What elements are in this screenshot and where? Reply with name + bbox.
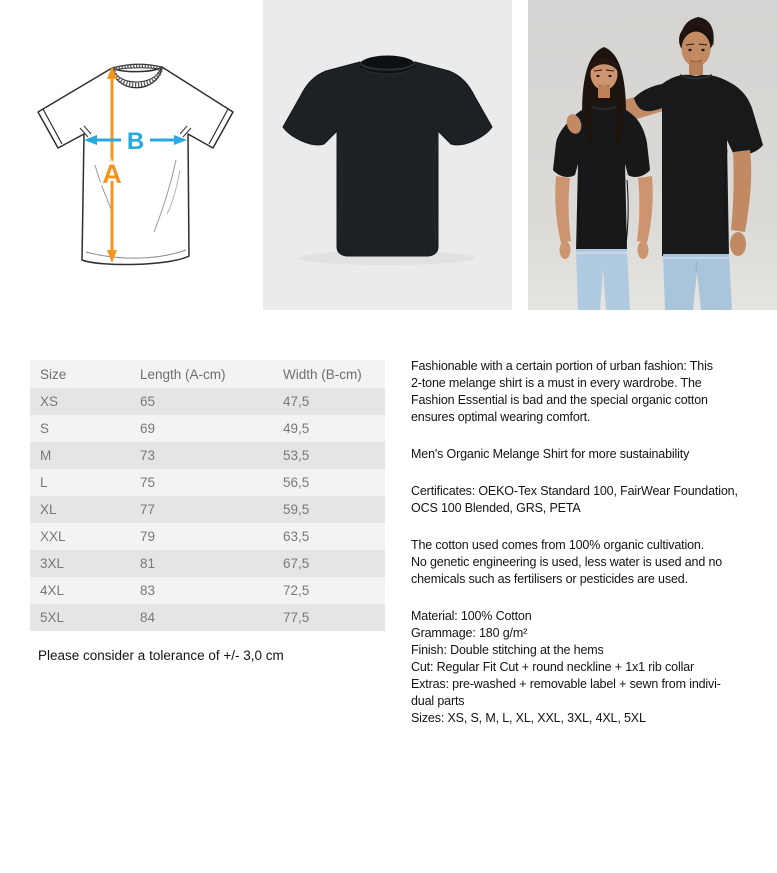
- size-measurement-diagram: [0, 0, 263, 310]
- description-paragraph: [411, 446, 761, 463]
- size-table-row: [30, 523, 385, 550]
- size-table-row: [30, 496, 385, 523]
- size-table-cell: 47,5: [283, 388, 385, 415]
- size-table-cell: 79: [140, 523, 283, 550]
- label-a: A: [102, 159, 122, 189]
- size-table-cell: 3XL: [30, 550, 140, 577]
- description-paragraph: [411, 608, 761, 727]
- description-line: Certificates: OEKO-Tex Standard 100, FairWear Foundation,: [411, 484, 738, 498]
- description-line: ensures optimal wearing comfort.: [411, 410, 591, 424]
- size-table-cell: 77: [140, 496, 283, 523]
- models-wearing-tshirts-image: [528, 0, 777, 310]
- tolerance-note: Please consider a tolerance of +/- 3,0 cm: [38, 648, 284, 663]
- size-table-cell: L: [30, 469, 140, 496]
- size-table-cell: 59,5: [283, 496, 385, 523]
- description-line: Men's Organic Melange Shirt for more sustainability: [411, 447, 690, 461]
- size-table-row: [30, 550, 385, 577]
- size-table-row: [30, 415, 385, 442]
- size-table-row: [30, 442, 385, 469]
- size-table-header-cell: Length (A-cm): [140, 360, 283, 388]
- description-paragraph: [411, 483, 761, 517]
- description-line: Fashionable with a certain portion of urban fashion: This: [411, 359, 713, 373]
- description-line: The cotton used comes from 100% organic cultivation.: [411, 538, 705, 552]
- size-table-cell: 73: [140, 442, 283, 469]
- size-table-cell: S: [30, 415, 140, 442]
- black-tshirt-flat-image: [263, 0, 512, 310]
- description-line: Grammage: 180 g/m²: [411, 626, 528, 640]
- size-table-cell: 5XL: [30, 604, 140, 631]
- size-table-cell: 81: [140, 550, 283, 577]
- size-table-cell: XXL: [30, 523, 140, 550]
- size-table-cell: 77,5: [283, 604, 385, 631]
- size-table-cell: 4XL: [30, 577, 140, 604]
- description-paragraph: [411, 358, 761, 426]
- description-line: 2-tone melange shirt is a must in every wardrobe. The: [411, 376, 702, 390]
- size-table: [30, 360, 385, 631]
- size-table-cell: M: [30, 442, 140, 469]
- description-paragraph: [411, 537, 761, 588]
- description-line: OCS 100 Blended, GRS, PETA: [411, 501, 581, 515]
- size-table-cell: 84: [140, 604, 283, 631]
- size-table-cell: 72,5: [283, 577, 385, 604]
- product-photo-models: [528, 0, 777, 310]
- size-table-cell: XL: [30, 496, 140, 523]
- description-line: No genetic engineering is used, less water is used and no: [411, 555, 723, 569]
- size-table-cell: 75: [140, 469, 283, 496]
- product-photo-flat: [263, 0, 512, 310]
- size-table-cell: 69: [140, 415, 283, 442]
- description-line: Extras: pre-washed + removable label + sewn from indivi-: [411, 677, 721, 691]
- description-line: Cut: Regular Fit Cut + round neckline + 1x1 rib collar: [411, 660, 695, 674]
- tshirt-outline-drawing: [0, 0, 263, 310]
- description-line: Finish: Double stitching at the hems: [411, 643, 604, 657]
- product-description: [411, 358, 761, 747]
- size-table-header-row: [30, 360, 385, 388]
- description-line: Material: 100% Cotton: [411, 609, 532, 623]
- size-table-row: [30, 604, 385, 631]
- size-table-cell: 83: [140, 577, 283, 604]
- size-table-cell: 63,5: [283, 523, 385, 550]
- size-table-cell: 49,5: [283, 415, 385, 442]
- description-line: Fashion Essential is bad and the special organic cotton: [411, 393, 708, 407]
- description-line: dual parts: [411, 694, 465, 708]
- size-table-row: [30, 388, 385, 415]
- size-table-cell: 53,5: [283, 442, 385, 469]
- description-line: Sizes: XS, S, M, L, XL, XXL, 3XL, 4XL, 5XL: [411, 711, 646, 725]
- label-b: B: [126, 128, 145, 155]
- size-table-row: [30, 469, 385, 496]
- description-line: chemicals such as fertilisers or pesticides are used.: [411, 572, 688, 586]
- size-table-row: [30, 577, 385, 604]
- size-table-cell: 67,5: [283, 550, 385, 577]
- size-table-cell: XS: [30, 388, 140, 415]
- size-table-cell: 65: [140, 388, 283, 415]
- size-table-header-cell: Width (B-cm): [283, 360, 385, 388]
- size-table-header-cell: Size: [30, 360, 140, 388]
- size-table-cell: 56,5: [283, 469, 385, 496]
